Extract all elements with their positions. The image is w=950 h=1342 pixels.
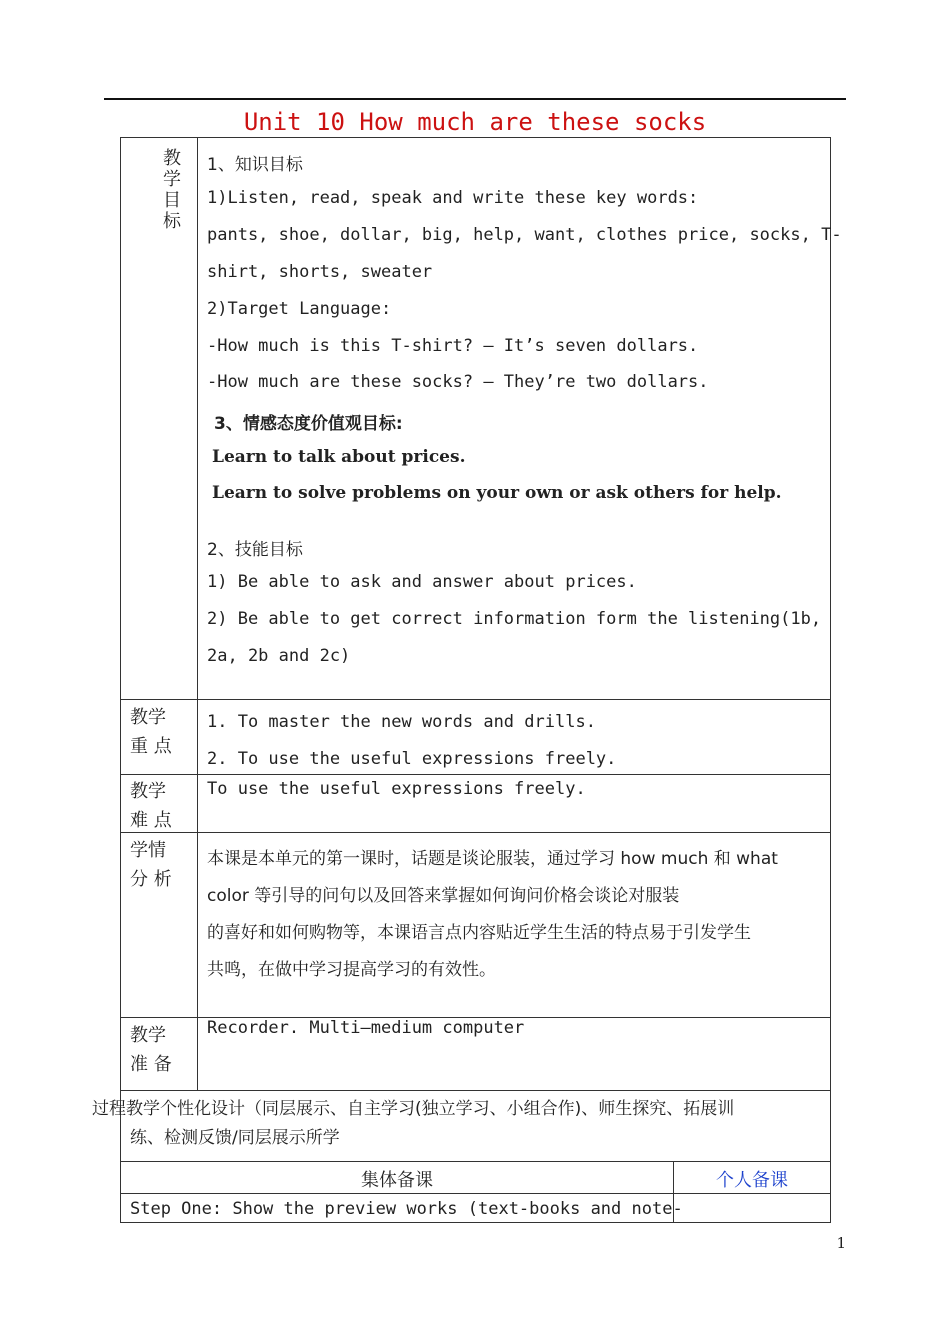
difficulty-line: To use the useful expressions freely. bbox=[207, 779, 586, 799]
page-number: 1 bbox=[836, 1234, 846, 1252]
objectives-label-cell bbox=[120, 137, 198, 700]
difficulties-label: 难 点 bbox=[130, 810, 172, 831]
analysis-line: 共鸣，在做中学习提高学习的有效性。 bbox=[207, 960, 496, 980]
knowledge-heading: 1、知识目标 bbox=[207, 155, 303, 175]
preparation-label: 准 备 bbox=[130, 1054, 172, 1075]
knowledge-line: pants, shoe, dollar, big, help, want, clothes price, socks, T- bbox=[207, 225, 842, 245]
document-title: Unit 10 How much are these socks bbox=[243, 108, 707, 136]
process-line: 练、检测反馈/同层展示所学 bbox=[130, 1128, 340, 1148]
knowledge-line: 2)Target Language: bbox=[207, 299, 392, 319]
step-one-line: Step One: Show the preview works (text-books and note- bbox=[130, 1199, 683, 1219]
knowledge-line: -How much is this T-shirt? – It’s seven dollars. bbox=[207, 336, 699, 356]
key-point-line: 1. To master the new words and drills. bbox=[207, 712, 596, 732]
objectives-label: 教 学 目 标 bbox=[163, 148, 181, 232]
analysis-label: 学情 bbox=[130, 840, 166, 861]
analysis-label: 分 析 bbox=[130, 869, 172, 890]
skill-heading: 2、技能目标 bbox=[207, 540, 303, 560]
knowledge-line: shirt, shorts, sweater bbox=[207, 262, 433, 282]
analysis-line: 的喜好和如何购物等，本课语言点内容贴近学生生活的特点易于引发学生 bbox=[207, 923, 751, 943]
header-rule bbox=[104, 98, 846, 100]
key-points-label: 重 点 bbox=[130, 736, 172, 757]
skill-line: 2) Be able to get correct information form the listening(1b, bbox=[207, 609, 822, 629]
knowledge-line: 1)Listen, read, speak and write these key words: bbox=[207, 188, 699, 208]
skill-line: 1) Be able to ask and answer about prices. bbox=[207, 572, 637, 592]
difficulties-label: 教学 bbox=[130, 781, 166, 802]
skill-line: 2a, 2b and 2c) bbox=[207, 646, 351, 666]
personal-prep-header: 个人备课 bbox=[716, 1170, 788, 1191]
emotion-line: Learn to talk about prices. bbox=[212, 447, 466, 467]
step-one-personal-cell bbox=[673, 1193, 831, 1223]
preparation-label: 教学 bbox=[130, 1025, 166, 1046]
analysis-line: color 等引导的问句以及回答来掌握如何询问价格会谈论对服装 bbox=[207, 886, 680, 906]
preparation-line: Recorder. Multi—medium computer bbox=[207, 1018, 525, 1038]
group-prep-header: 集体备课 bbox=[361, 1170, 433, 1191]
key-point-line: 2. To use the useful expressions freely. bbox=[207, 749, 617, 769]
process-line: 过程教学个性化设计（同层展示、自主学习(独立学习、小组合作)、师生探究、拓展训 bbox=[92, 1099, 735, 1119]
emotion-line: Learn to solve problems on your own or ask others for help. bbox=[212, 483, 782, 503]
analysis-line: 本课是本单元的第一课时，话题是谈论服装，通过学习 how much 和 what bbox=[207, 849, 778, 869]
knowledge-line: -How much are these socks? – They’re two dollars. bbox=[207, 372, 709, 392]
key-points-label: 教学 bbox=[130, 707, 166, 728]
emotion-heading: 3、情感态度价值观目标: bbox=[214, 414, 403, 434]
